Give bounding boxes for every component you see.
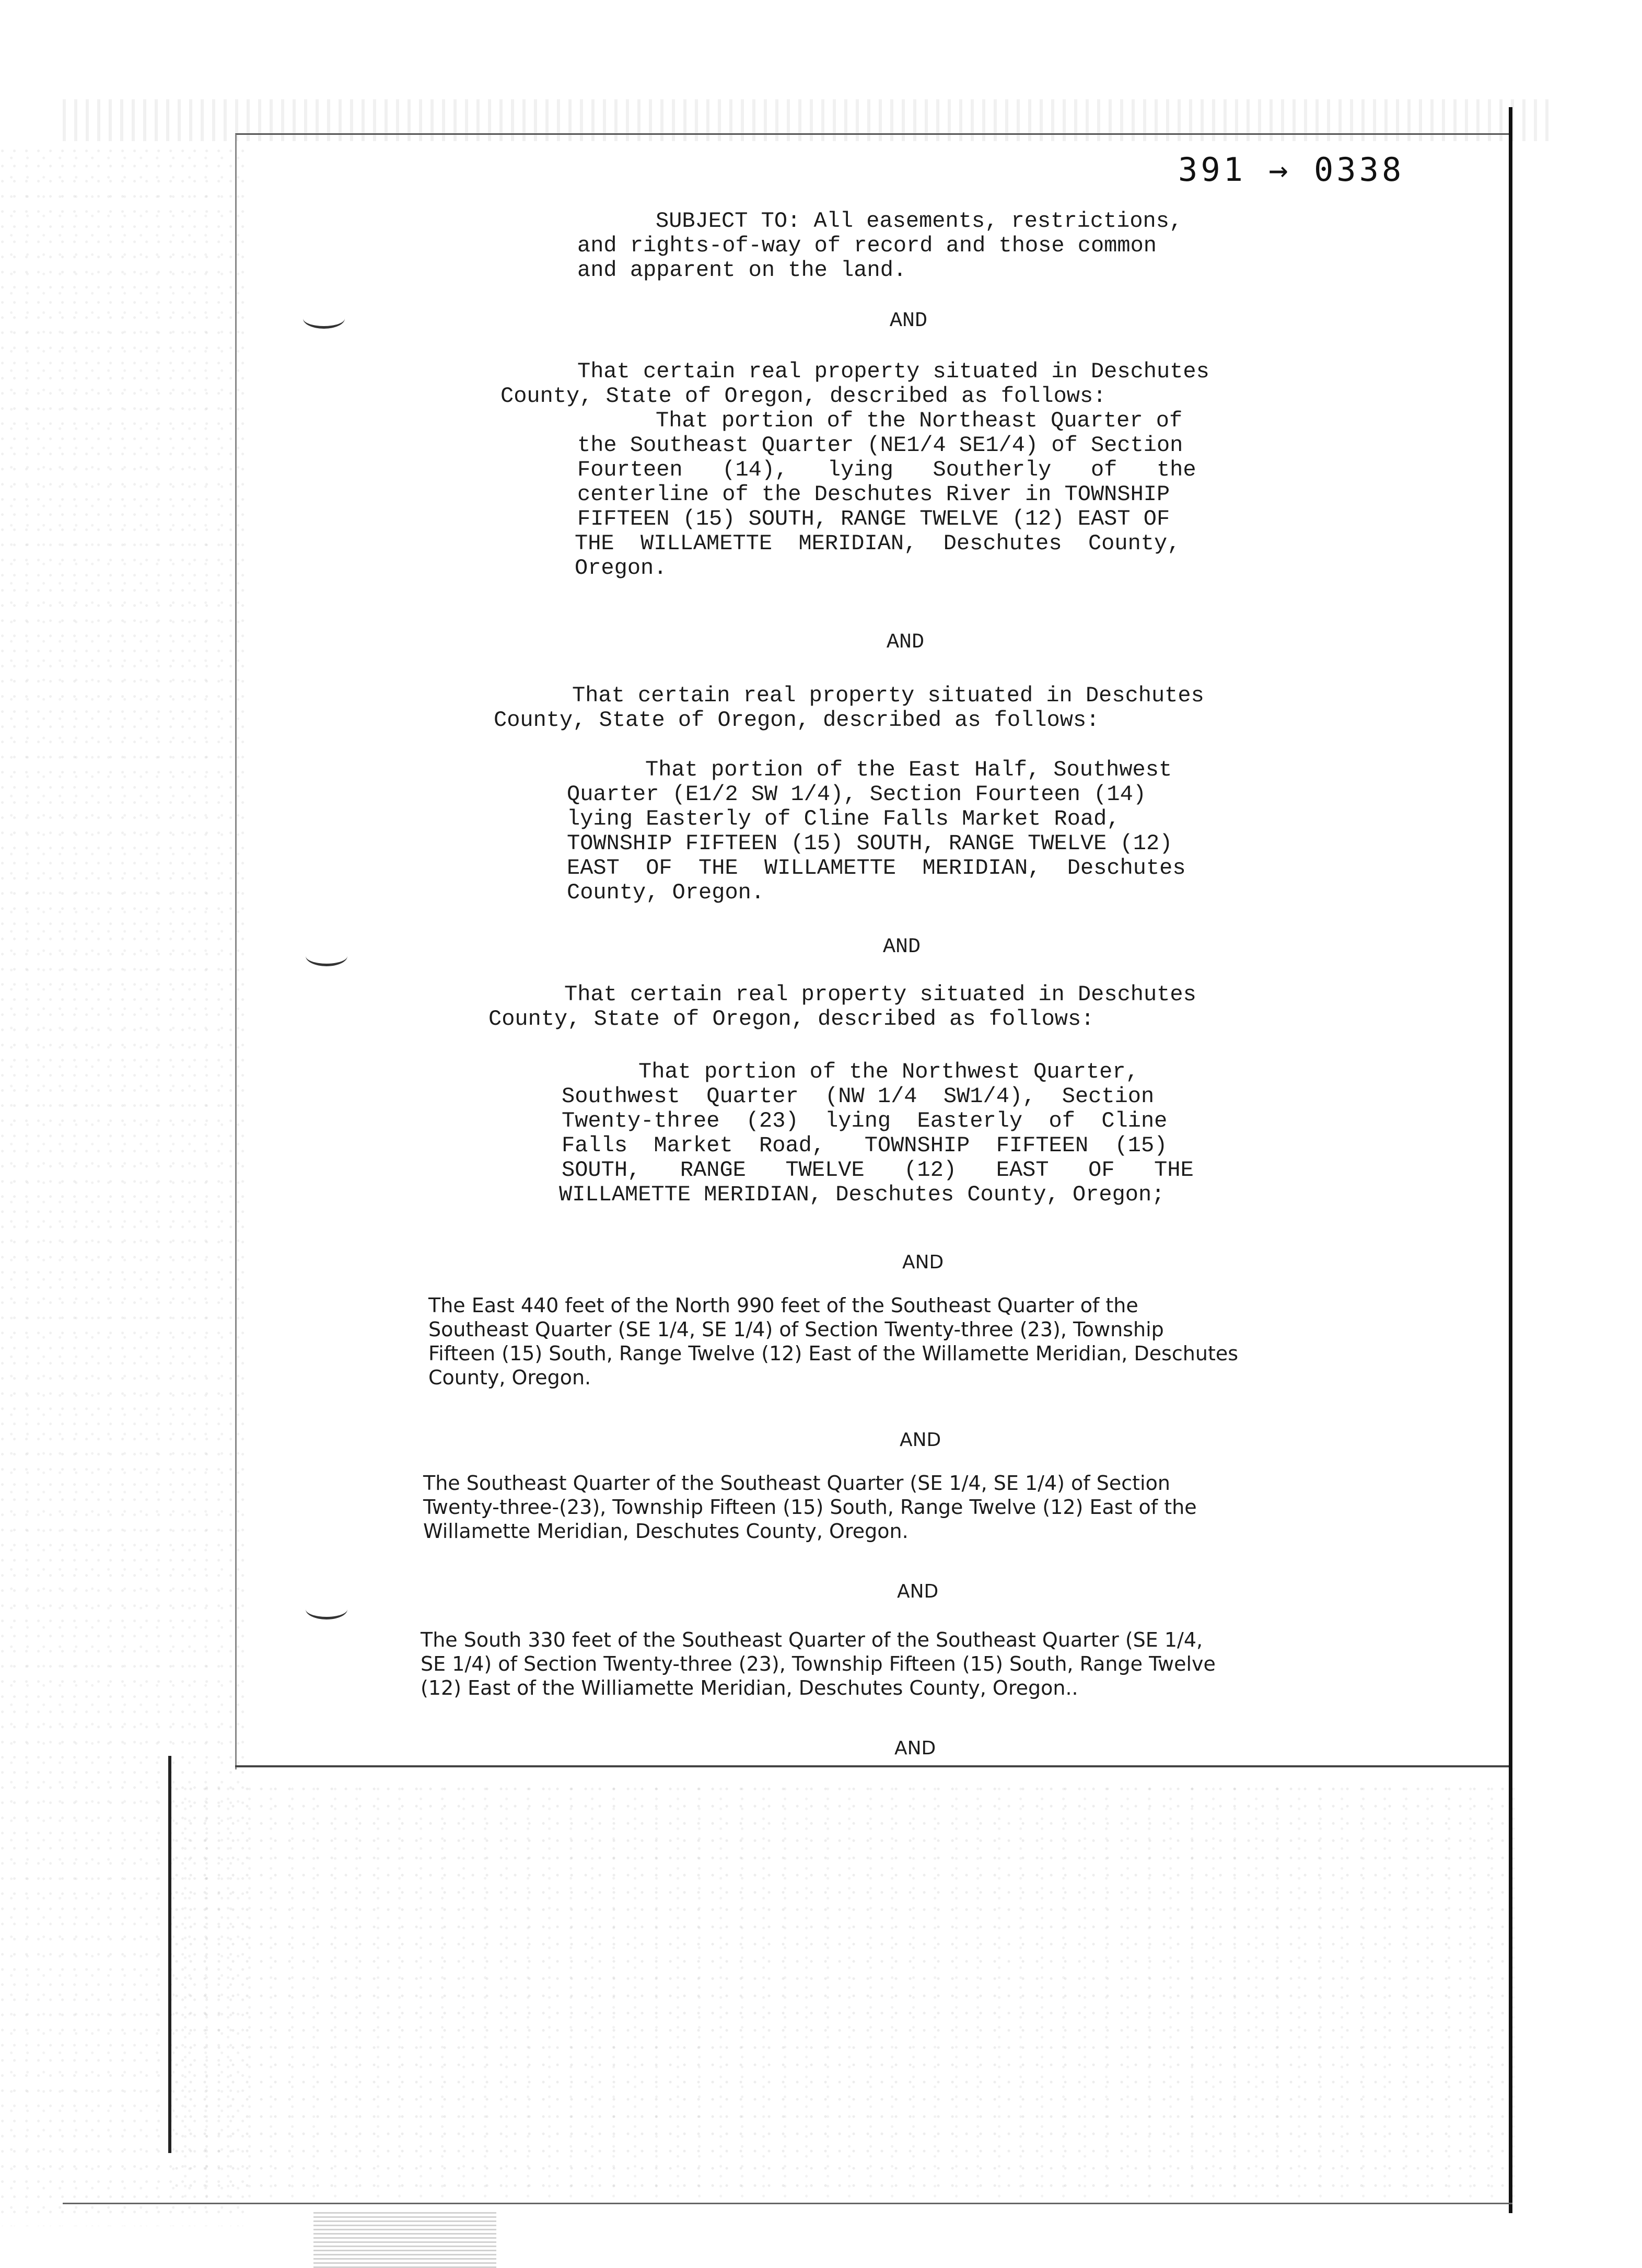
parcel-line: Fifteen (15) South, Range Twelve (12) East of the Willamette Meridian, Deschutes	[428, 1342, 1239, 1365]
section-description-line: County, Oregon.	[567, 880, 765, 905]
section-intro-line: County, State of Oregon, described as follows:	[500, 384, 1107, 409]
subject-to-line: and apparent on the land.	[577, 258, 907, 283]
section-intro-line: County, State of Oregon, described as follows:	[488, 1006, 1094, 1032]
parcel-line: The East 440 feet of the North 990 feet of the Southeast Quarter of the	[428, 1294, 1138, 1317]
scan-noise-bottom	[172, 1782, 1515, 2200]
section-description-line: Quarter (E1/2 SW 1/4), Section Fourteen (14)	[567, 782, 1146, 807]
section-intro-line: That certain real property situated in Deschutes	[564, 982, 1196, 1007]
and-separator: AND	[897, 1581, 939, 1602]
section-description-line: Falls Market Road, TOWNSHIP FIFTEEN (15)	[562, 1133, 1168, 1158]
page-number: 391 → 0338	[1178, 151, 1405, 189]
section-description-line: Southwest Quarter (NW 1/4 SW1/4), Section	[562, 1084, 1155, 1109]
section-intro-line: County, State of Oregon, described as follows:	[494, 708, 1100, 733]
section-description-line: lying Easterly of Cline Falls Market Road,	[567, 806, 1120, 831]
section-description-line: That portion of the East Half, Southwest	[645, 757, 1172, 782]
section-description-line: THE WILLAMETTE MERIDIAN, Deschutes County,	[575, 531, 1181, 556]
scan-stamp	[313, 2211, 496, 2268]
parcel-line: Willamette Meridian, Deschutes County, Oregon.	[423, 1520, 909, 1543]
parcel-line: The South 330 feet of the Southeast Quarter of the Southeast Quarter (SE 1/4,	[421, 1628, 1203, 1651]
section-description-line: Twenty-three (23) lying Easterly of Cline	[562, 1108, 1168, 1133]
binder-hole-mark	[306, 946, 347, 966]
and-separator: AND	[883, 935, 921, 959]
parcel-line: County, Oregon.	[428, 1366, 591, 1389]
section-description-line: FIFTEEN (15) SOUTH, RANGE TWELVE (12) EAST OF	[577, 506, 1170, 531]
scan-edge-bottom	[63, 2203, 1512, 2204]
binder-hole-mark	[303, 308, 345, 329]
section-description-line: the Southeast Quarter (NE1/4 SE1/4) of Section	[577, 433, 1183, 458]
and-separator: AND	[902, 1252, 944, 1273]
and-separator: AND	[900, 1429, 941, 1451]
section-description-line: Oregon.	[575, 556, 667, 581]
binder-hole-mark	[306, 1599, 347, 1619]
section-description-line: Fourteen (14), lying Southerly of the	[577, 457, 1196, 482]
sheet-edge	[235, 1765, 1510, 1767]
parcel-line: The Southeast Quarter of the Southeast Quarter (SE 1/4, SE 1/4) of Section	[423, 1472, 1170, 1495]
and-separator: AND	[890, 309, 928, 333]
section-description-line: That portion of the Northeast Quarter of	[656, 408, 1183, 433]
section-description-line: TOWNSHIP FIFTEEN (15) SOUTH, RANGE TWELVE (12)	[567, 831, 1173, 856]
scan-edge-left	[168, 1756, 171, 2153]
section-description-line: centerline of the Deschutes River in TOWNSHIP	[577, 482, 1170, 507]
section-description-line: That portion of the Northwest Quarter,	[638, 1059, 1139, 1084]
subject-to-line: SUBJECT TO: All easements, restrictions,	[656, 209, 1183, 234]
parcel-line: (12) East of the Williamette Meridian, Deschutes County, Oregon..	[421, 1676, 1078, 1699]
section-intro-line: That certain real property situated in Deschutes	[572, 683, 1204, 708]
and-separator: AND	[894, 1738, 936, 1759]
parcel-line: Southeast Quarter (SE 1/4, SE 1/4) of Section Twenty-three (23), Township	[428, 1318, 1164, 1341]
and-separator: AND	[887, 631, 925, 654]
section-description-line: SOUTH, RANGE TWELVE (12) EAST OF THE	[562, 1158, 1194, 1183]
subject-to-line: and rights-of-way of record and those common	[577, 233, 1157, 258]
parcel-line: Twenty-three-(23), Township Fifteen (15) South, Range Twelve (12) East of the	[423, 1496, 1197, 1519]
section-description-line: WILLAMETTE MERIDIAN, Deschutes County, Oregon;	[559, 1182, 1165, 1207]
section-description-line: EAST OF THE WILLAMETTE MERIDIAN, Deschutes	[567, 855, 1186, 881]
parcel-line: SE 1/4) of Section Twenty-three (23), Township Fifteen (15) South, Range Twelve	[421, 1652, 1216, 1675]
scan-edge-right	[1509, 107, 1512, 2213]
section-intro-line: That certain real property situated in Deschutes	[577, 359, 1209, 384]
